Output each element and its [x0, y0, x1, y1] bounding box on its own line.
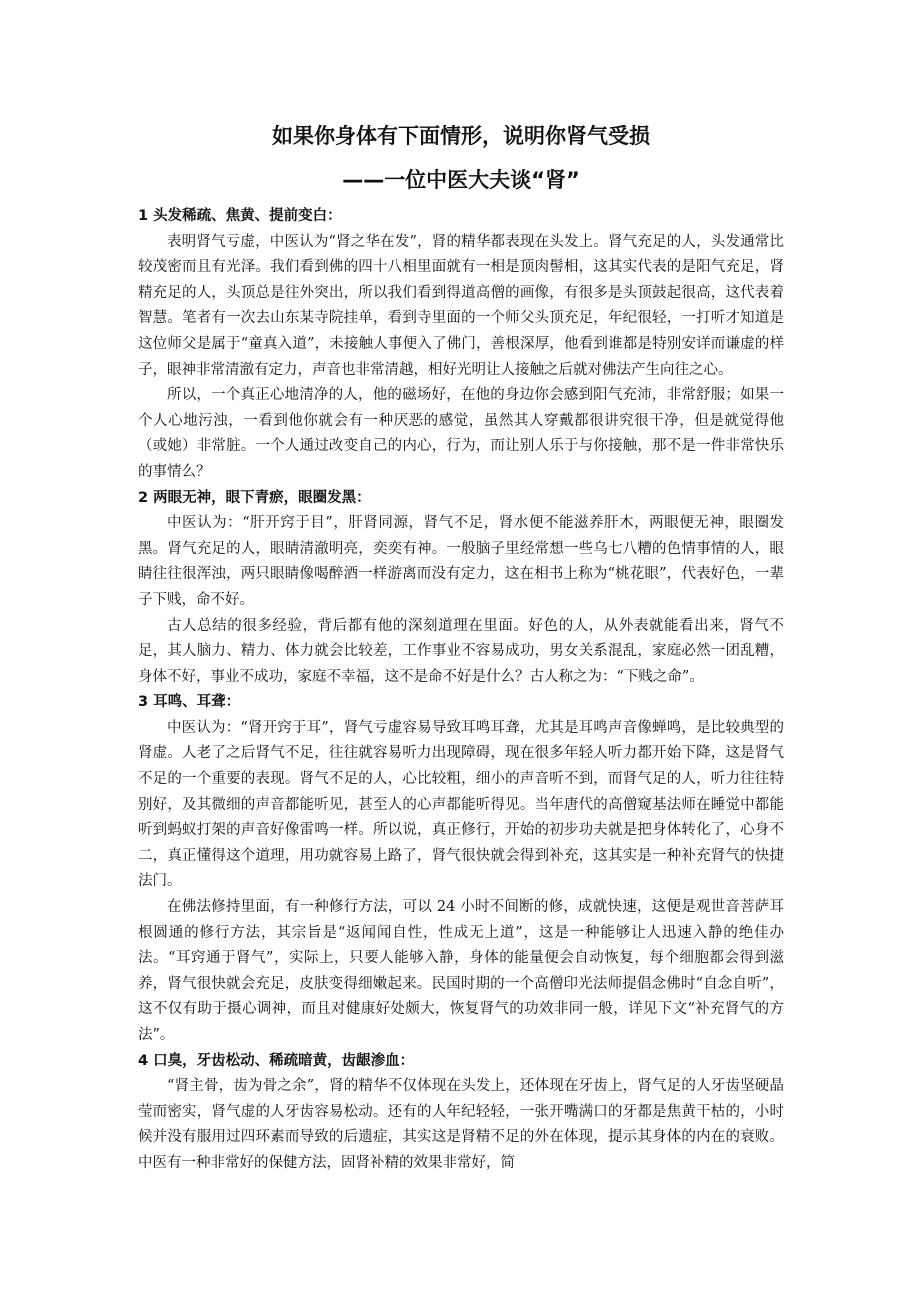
section-heading: 4 口臭，牙齿松动、稀疏暗黄，齿龈渗血： — [138, 1052, 415, 1069]
paragraph: 古人总结的很多经验，背后都有他的深刻道理在里面。好色的人，从外表就能看出来，肾气不足，其人脑力、精力、体力就会比较差，工作事业不容易成功，男女关系混乱，家庭必然一团乱糟，身体不好，事业不成功，家庭不幸福，这不是命不好是什么？古人称之为：“下贱之命”。 — [138, 617, 784, 685]
paragraph: “肾主骨，齿为骨之余”，肾的精华不仅体现在头发上，还体现在牙齿上，肾气足的人牙齿坚硬晶莹而密实，肾气虚的人牙齿容易松动。还有的人年纪轻轻，一张开嘴满口的牙都是焦黄干枯的，小时候并没有服用过四环素而导致的后遗症，其实这是肾精不足的外在体现，提示其身体的内在的衰败。中医有一种非常好的保健方法，固肾补精的效果非常好，简 — [138, 1078, 784, 1171]
page-title: 如果你身体有下面情形，说明你肾气受损 — [272, 124, 650, 148]
section-hair — [138, 204, 784, 486]
section-heading: 3 耳鸣、耳聋： — [138, 694, 241, 711]
document-page — [138, 118, 784, 1177]
section-heading: 1 头发稀疏、焦黄、提前变白： — [138, 208, 342, 224]
page-subtitle: ——一位中医大夫谈“肾” — [342, 168, 580, 192]
section-ears — [138, 690, 784, 1048]
paragraph: 所以，一个真正心地清净的人，他的磁场好，在他的身边你会感到阳气充沛，非常舒服；如果一个人心地污浊，一看到他你就会有一种厌恶的感觉，虽然其人穿戴都很讲究很干净，但是就觉得他（或她）非常脏。一个人通过改变自己的内心，行为，而让别人乐于与你接触，那不是一件非常快乐的事情么？ — [138, 387, 784, 480]
section-teeth — [138, 1049, 784, 1177]
paragraph: 在佛法修持里面，有一种修行方法，可以 24 小时不间断的修，成就快速，这便是观世音菩萨耳根圆通的修行方法，其宗旨是“返闻闻自性，性成无上道”，这是一种能够让人迅速入静的绝佳办法。“耳窍通于肾气”，实际上，只要人能够入静，身体的能量便会自动恢复，每个细胞都会得到滋养，肾气很快就会充足，皮肤变得细嫩起来。民国时期的一个高僧印光法师提倡念佛时“自念自听”，这不仅有助于摄心调神，而且对健康好处颇大，恢复肾气的功效非同一般，详见下文“补充肾气的方法”。 — [138, 899, 784, 1043]
paragraph: 中医认为：“肾开窍于耳”，肾气亏虚容易导致耳鸣耳聋，尤其是耳鸣声音像蝉鸣，是比较典型的肾虚。人老了之后肾气不足，往往就容易听力出现障碍，现在很多年轻人听力都开始下降，这是肾气不足的一个重要的表现。肾气不足的人，心比较粗，细小的声音听不到，而肾气足的人，听力往往特别好，及其微细的声音都能听见，甚至人的心声都能听得见。当年唐代的高僧窥基法师在睡觉中都能听到蚂蚁打架的声音好像雷鸣一样。所以说，真正修行，开始的初步功夫就是把身体转化了，心身不二，真正懂得这个道理，用功就容易上路了，肾气很快就会得到补充，这其实是一种补充肾气的快捷法门。 — [138, 719, 784, 890]
section-eyes — [138, 486, 784, 691]
section-heading: 2 两眼无神，眼下青瘀，眼圈发黑： — [138, 489, 371, 506]
paragraph: 表明肾气亏虚，中医认为“肾之华在发”，肾的精华都表现在头发上。肾气充足的人，头发通常比较茂密而且有光泽。我们看到佛的四十八相里面就有一相是顶肉髻相，这其实代表的是阳气充足，肾精充足的人，头顶总是往外突出，所以我们看到得道高僧的画像，有很多是头顶鼓起很高，这代表着智慧。笔者有一次去山东某寺院挂单，看到寺里面的一个师父头顶充足，年纪很轻，一打听才知道是这位师父是属于“童真入道”，未接触人事便入了佛门，善根深厚，他看到谁都是特别安详而谦虚的样子，眼神非常清澈有定力，声音也非常清越，相好光明让人接触之后就对佛法产生向往之心。 — [138, 233, 784, 378]
paragraph: 中医认为：“肝开窍于目”，肝肾同源，肾气不足，肾水便不能滋养肝木，两眼便无神，眼圈发黑。肾气充足的人，眼睛清澈明亮，奕奕有神。一般脑子里经常想一些乌七八糟的色情事情的人，眼睛往往很浑浊，两只眼睛像喝醉酒一样游离而没有定力，这在相书上称为“桃花眼”，代表好色，一辈子下贱，命不好。 — [138, 515, 784, 608]
